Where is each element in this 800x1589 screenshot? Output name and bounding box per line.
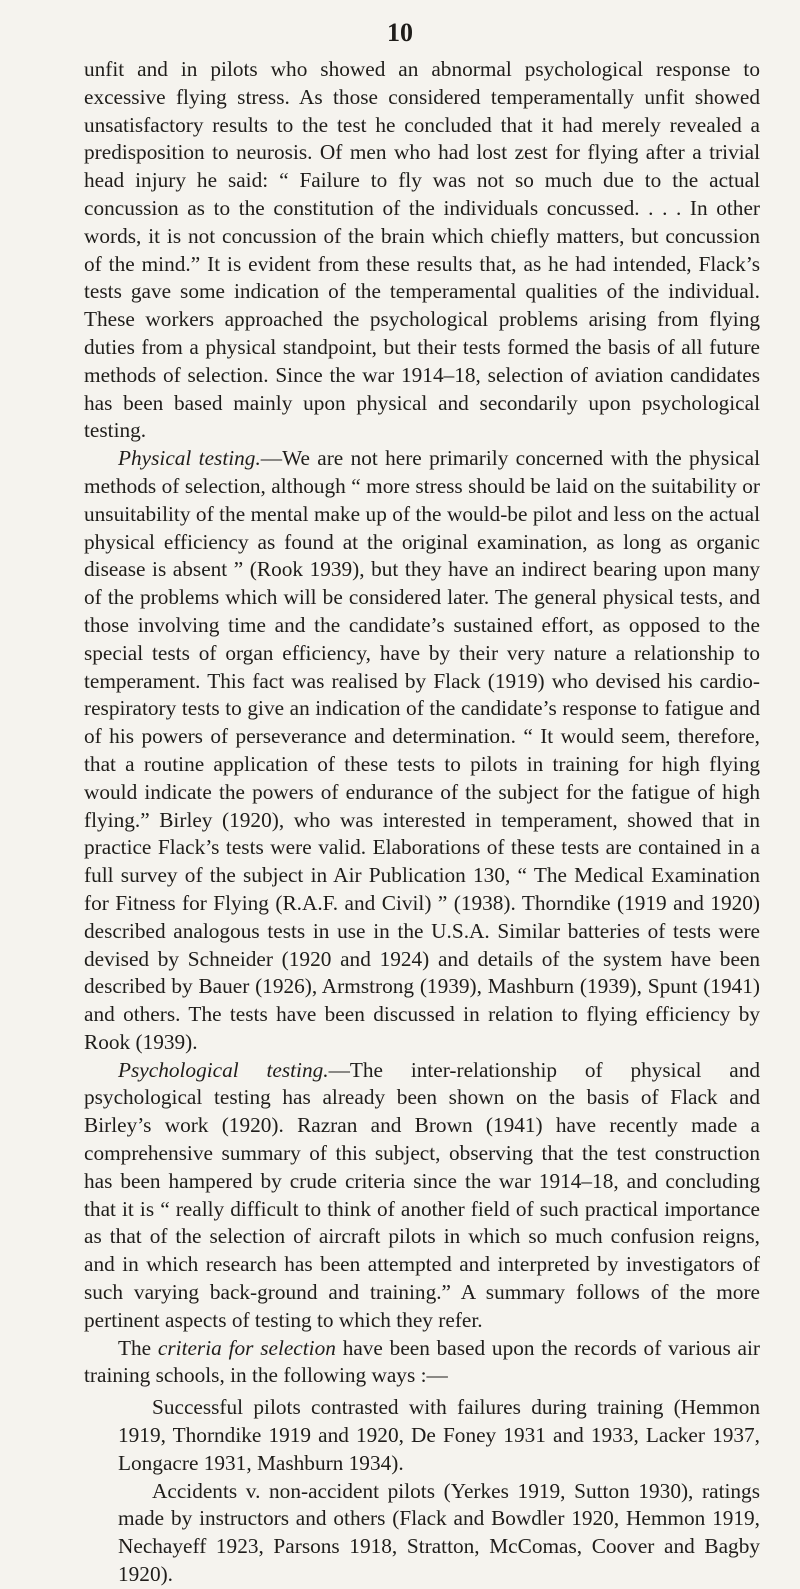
psychological-testing-text: —The inter-relationship of physical and psychological testing has already been shown on the basis of Flack and Birley’s work (1920). Razran and Brown (1941) have recently made a comprehensive summary of this subject, observing that the test construction has been hampered by crude criteria since the war 1914–18, and concluding that it is “ really difficult to think of another field of such practical importance as that of the selection of aircraft pilots in which so much confusion reigns, and in which research has been attempted and interpreted by investigators of such varying back-ground and training.” A summary follows of the more pertinent aspects of testing to which they refer.	[84, 1057, 760, 1332]
paragraph-criteria	[84, 1335, 760, 1391]
list-item-accidents: Accidents v. non-accident pilots (Yerkes 1919, Sutton 1930), ratings made by instructors and others (Flack and Bowdler 1920, Hemmon 1919, Nechayeff 1923, Parsons 1918, Stratton, McComas, Coover and Bagby 1920).	[118, 1478, 760, 1587]
paragraph-physical-testing	[84, 445, 760, 1057]
paragraph-psychological-testing	[84, 1057, 760, 1335]
criteria-text: have been based upon the records of various air training schools, in the following ways :—	[84, 1335, 761, 1388]
criteria-heading: criteria for selection	[157, 1335, 336, 1360]
physical-testing-heading: Physical testing.	[118, 446, 261, 471]
criteria-pre: The	[118, 1335, 158, 1360]
physical-testing-text: —We are not here primarily concerned with the physical methods of selection, although “ more stress should be laid on the suitability or unsuitability of the mental make up of the would-be pilot and less on the actual physical efficiency as found at the original examination, as long as organic disease is absent ” (Rook 1939), but they have an indirect bearing upon many of the problems which will be considered later. The general physical tests, and those involving time and the candidate’s sustained effort, as opposed to the special tests of organ efficiency, have by their very nature a relationship to temperament. This fact was realised by Flack (1919) who devised his cardio-respiratory tests to give an indication of the candidate’s response to fatigue and of his powers of perseverance and determination. “ It would seem, therefore, that a routine application of these tests to pilots in training for high flying would indicate the powers of endurance of the subject for the fatigue of high flying.” Birley (1920), who was interested in temperament, showed that in practice Flack’s tests were valid. Elaborations of these tests are contained in a full survey of the subject in Air Publication 130, “ The Medical Examination for Fitness for Flying (R.A.F. and Civil) ” (1938). Thorndike (1919 and 1920) described analogous tests in use in the U.S.A. Similar batteries of tests were devised by Schneider (1920 and 1924) and details of the system have been described by Bauer (1926), Armstrong (1939), Mashburn (1939), Spunt (1941) and others. The tests have been discussed in relation to flying efficiency by Rook (1939).	[84, 446, 760, 1054]
psychological-testing-heading: Psychological testing.	[118, 1057, 329, 1082]
body-text	[84, 56, 760, 1589]
list-item-successful-pilots: Successful pilots contrasted with failures during training (Hemmon 1919, Thorndike 1919 and 1920, De Foney 1931 and 1933, Lacker 1937, Longacre 1931, Mashburn 1934).	[118, 1395, 760, 1475]
page-number: 10	[387, 18, 413, 47]
paragraph-1: unfit and in pilots who showed an abnormal psychological response to excessive flying stress. As those considered temperamentally unfit showed unsatisfactory results to the test he concluded that it had merely revealed a predisposition to neurosis. Of men who had lost zest for flying after a trivial head injury he said: “ Failure to fly was not so much due to the actual concussion as to the constitution of the individuals concussed. . . . In other words, it is not concussion of the brain which chiefly matters, but concussion of the mind.” It is evident from these results that, as he had intended, Flack’s tests gave some indication of the temperamental qualities of the individual. These workers approached the psychological problems arising from flying duties from a physical standpoint, but their tests formed the basis of all future methods of selection. Since the war 1914–18, selection of aviation candidates has been based mainly upon physical and secondarily upon psychological testing.	[84, 57, 760, 443]
